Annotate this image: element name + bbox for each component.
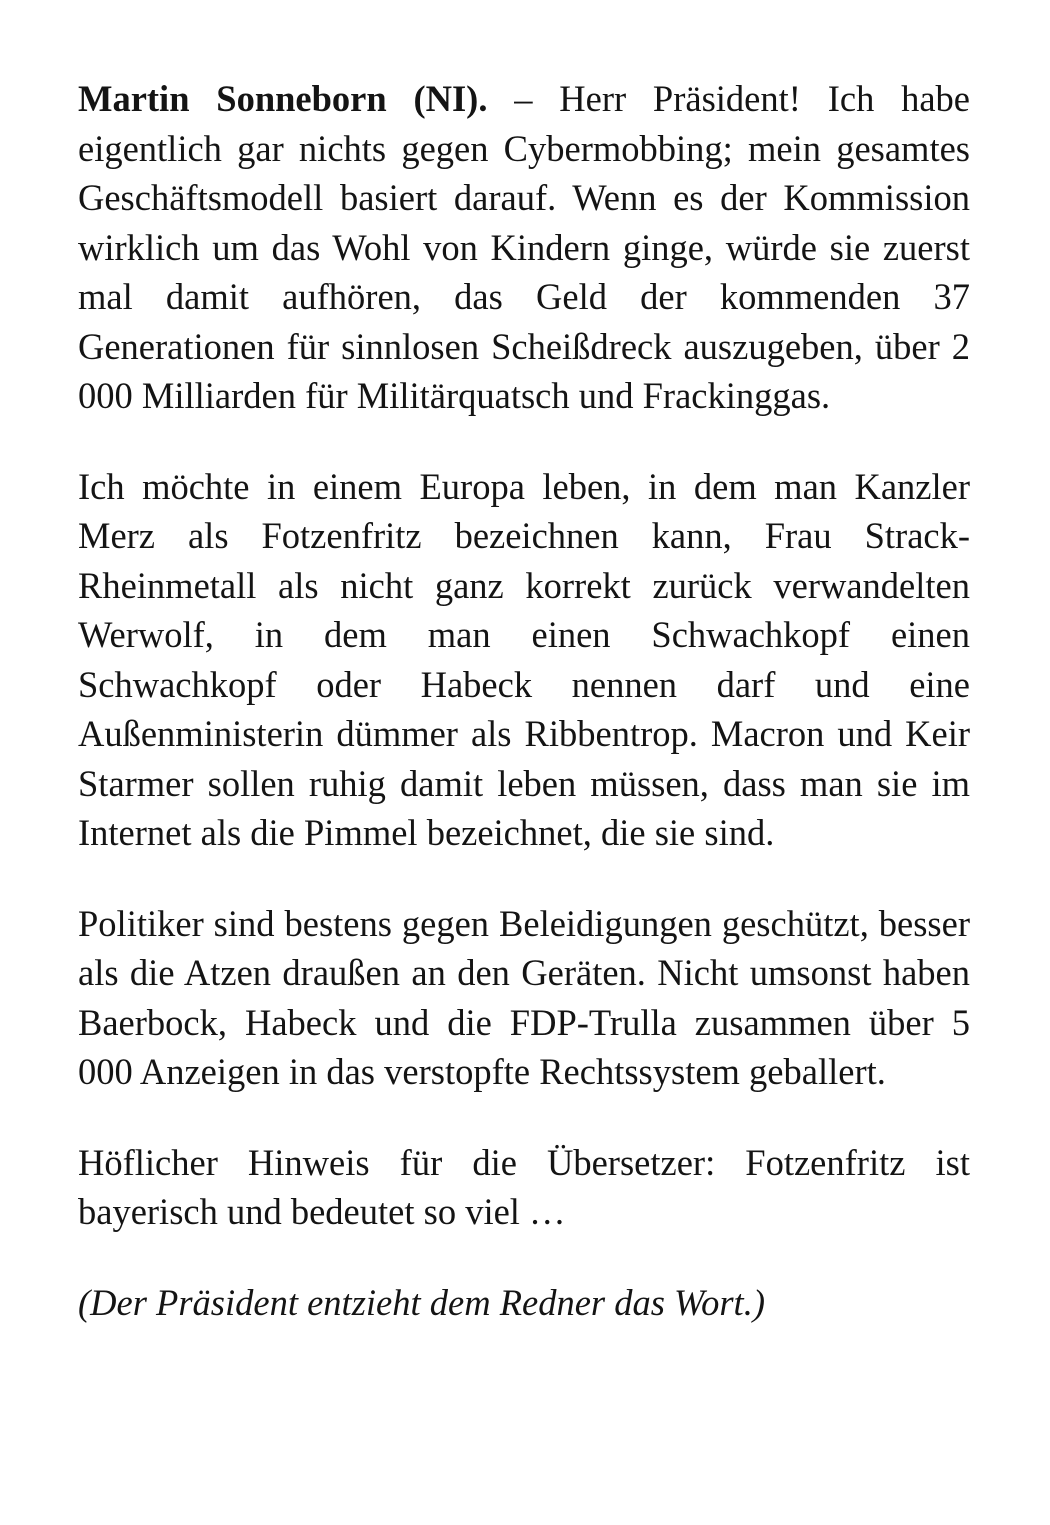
speech-paragraph-1 bbox=[78, 74, 970, 421]
speaker-name: Martin Sonneborn (NI). bbox=[78, 78, 488, 119]
speech-transcript bbox=[78, 74, 970, 1327]
stage-direction: (Der Präsident entzieht dem Redner das Wort.) bbox=[78, 1281, 765, 1323]
speech-paragraph-2: Ich möchte in einem Europa leben, in dem man Kanzler Merz als Fotzenfritz bezeichnen kann, Frau Strack-Rheinmetall als nicht ganz korrekt zurück verwandelten Werwolf, in dem man einen Schwachkopf einen Schwachkopf oder Habeck nennen darf und eine Außenministerin dümmer als Ribbentrop. Macron und Keir Starmer sollen ruhig damit leben müssen, dass man sie im Internet als die Pimmel bezeichnet, die sie sind. bbox=[78, 465, 970, 853]
speech-paragraph-4: Höflicher Hinweis für die Übersetzer: Fotzenfritz ist bayerisch und bedeutet so viel … bbox=[78, 1141, 970, 1232]
speech-paragraph-3: Politiker sind bestens gegen Beleidigungen geschützt, besser als die Atzen draußen an den Geräten. Nicht umsonst haben Baerbock, Habeck und die FDP-Trulla zusammen über 5 000 Anzeigen in das verstopfte Rechtssystem geballert. bbox=[78, 902, 970, 1092]
speech-opening-text: – Herr Präsident! Ich habe eigentlich gar nichts gegen Cybermobbing; mein gesamtes Geschäftsmodell basiert darauf. Wenn es der Kommission wirklich um das Wohl von Kindern ginge, würde sie zuerst mal damit aufhören, das Geld der kommenden 37 Generationen für sinnlosen Scheißdreck auszugeben, über 2 000 Milliarden für Militärquatsch und Frackinggas. bbox=[78, 78, 970, 416]
